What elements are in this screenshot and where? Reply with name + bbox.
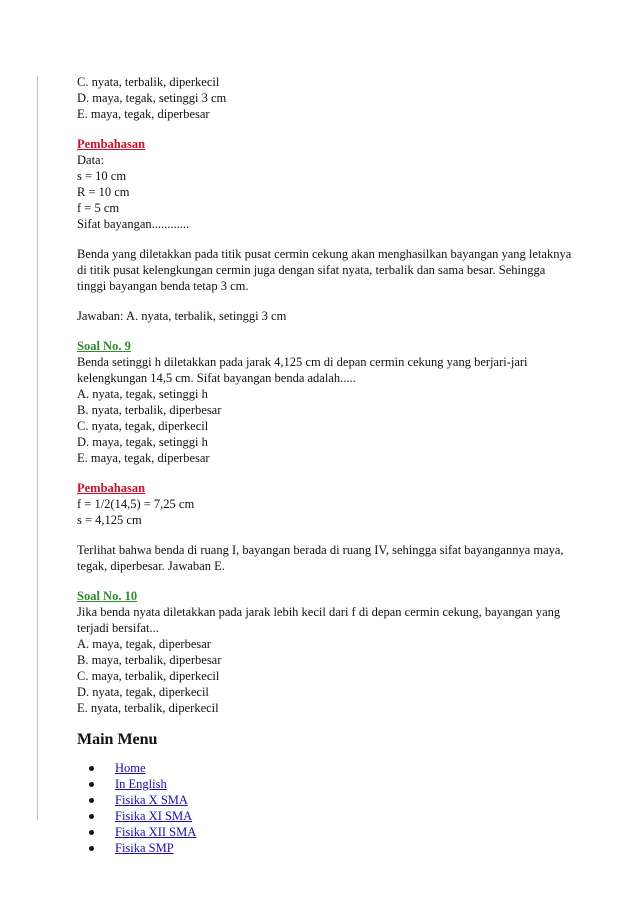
menu-link-fisika-smp[interactable]: Fisika SMP — [115, 841, 174, 855]
q9-option-d: D. maya, tegak, setinggi h — [77, 435, 208, 449]
q8-data-r: R = 10 cm — [77, 185, 130, 199]
bullet-icon — [89, 830, 94, 835]
q8-explanation: Benda yang diletakkan pada titik pusat cermin cekung akan menghasilkan bayangan yang letaknya di titik pusat kelengkungan cermin juga dengan sifat nyata, terbalik dan sama besar. Sehingga tinggi bayangan benda tetap 3 cm. — [77, 247, 572, 293]
bullet-icon — [89, 846, 94, 851]
main-menu-list — [77, 760, 577, 856]
menu-item-fisika-xii-sma — [77, 824, 577, 840]
q10-heading: Soal No. 10 — [77, 589, 138, 603]
document-content — [77, 74, 577, 856]
q8-data-label: Data: — [77, 153, 105, 167]
q8-data-s: s = 10 cm — [77, 169, 127, 183]
bullet-icon — [89, 814, 94, 819]
q9-heading: Soal No. 9 — [77, 339, 131, 353]
q10-options — [77, 636, 577, 716]
q8-data-sifat: Sifat bayangan............ — [77, 217, 190, 231]
q8-option-d: D. maya, tegak, setinggi 3 cm — [77, 91, 227, 105]
menu-item-fisika-smp — [77, 840, 577, 856]
bullet-icon — [89, 766, 94, 771]
q8-option-c: C. nyata, terbalik, diperkecil — [77, 75, 220, 89]
menu-link-fisika-xii-sma[interactable]: Fisika XII SMA — [115, 825, 197, 839]
main-menu-title: Main Menu — [77, 731, 158, 748]
q9-discussion-s: s = 4,125 cm — [77, 513, 142, 527]
menu-item-home — [77, 760, 577, 776]
bullet-icon — [89, 798, 94, 803]
menu-item-fisika-xi-sma — [77, 808, 577, 824]
q9-discussion-f: f = 1/2(14,5) = 7,25 cm — [77, 497, 195, 511]
q9-option-c: C. nyata, tegak, diperkecil — [77, 419, 209, 433]
menu-link-in-english[interactable]: In English — [115, 777, 167, 791]
q10-question: Jika benda nyata diletakkan pada jarak lebih kecil dari f di depan cermin cekung, bayangan yang terjadi bersifat... — [77, 605, 561, 635]
page-margin-rule — [37, 76, 38, 820]
q9-explanation: Terlihat bahwa benda di ruang I, bayangan berada di ruang IV, sehingga sifat bayangannya maya, tegak, diperbesar. Jawaban E. — [77, 543, 564, 573]
q10-option-e: E. nyata, terbalik, diperkecil — [77, 701, 219, 715]
bullet-icon — [89, 782, 94, 787]
q8-data-f: f = 5 cm — [77, 201, 120, 215]
q10-option-b: B. maya, terbalik, diperbesar — [77, 653, 222, 667]
q9-option-e: E. maya, tegak, diperbesar — [77, 451, 210, 465]
q8-discussion-data — [77, 152, 577, 232]
q9-option-a: A. nyata, tegak, setinggi h — [77, 387, 208, 401]
q8-answer: Jawaban: A. nyata, terbalik, setinggi 3 cm — [77, 309, 287, 323]
menu-link-fisika-xi-sma[interactable]: Fisika XI SMA — [115, 809, 193, 823]
q9-question: Benda setinggi h diletakkan pada jarak 4,125 cm di depan cermin cekung yang berjari-jari kelengkungan 14,5 cm. Sifat bayangan benda adalah..... — [77, 355, 528, 385]
q9-options — [77, 386, 577, 466]
q10-option-c: C. maya, terbalik, diperkecil — [77, 669, 220, 683]
menu-item-fisika-x-sma — [77, 792, 577, 808]
q8-discussion-heading: Pembahasan — [77, 137, 146, 151]
q10-option-d: D. nyata, tegak, diperkecil — [77, 685, 209, 699]
q8-option-e: E. maya, tegak, diperbesar — [77, 107, 210, 121]
q9-discussion-heading: Pembahasan — [77, 481, 146, 495]
menu-item-in-english — [77, 776, 577, 792]
q9-option-b: B. nyata, terbalik, diperbesar — [77, 403, 222, 417]
menu-link-home[interactable]: Home — [115, 761, 146, 775]
menu-link-fisika-x-sma[interactable]: Fisika X SMA — [115, 793, 188, 807]
q8-options — [77, 74, 577, 122]
q10-option-a: A. maya, tegak, diperbesar — [77, 637, 211, 651]
